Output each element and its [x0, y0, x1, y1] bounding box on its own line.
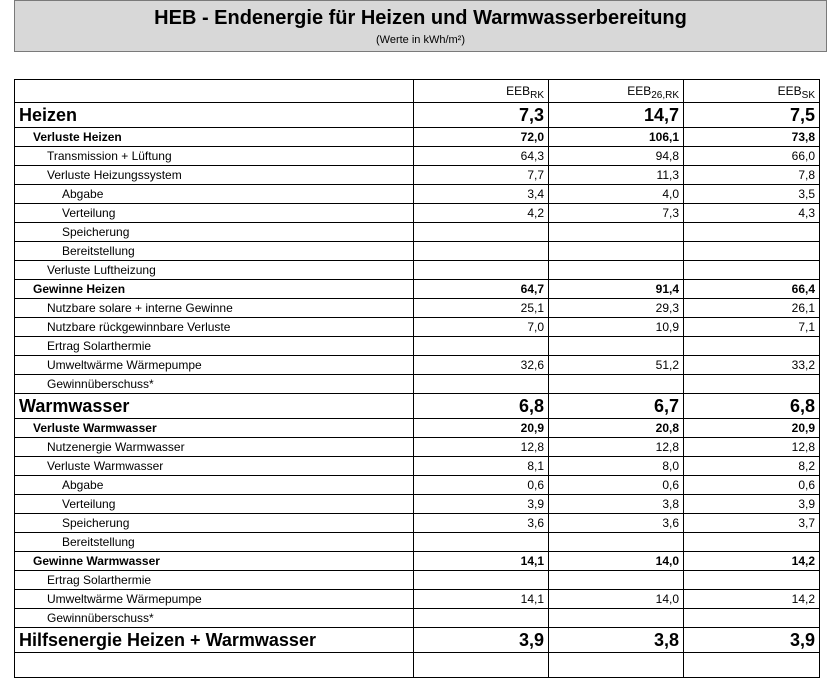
- value-cell: [549, 242, 684, 261]
- value-cell: 3,9: [684, 495, 820, 514]
- value-cell: [684, 261, 820, 280]
- value-cell: 14,1: [414, 590, 549, 609]
- value-cell: 91,4: [549, 280, 684, 299]
- row-label: Verluste Heizungssystem: [15, 166, 414, 185]
- value-cell: 6,8: [414, 394, 549, 419]
- value-cell: [684, 609, 820, 628]
- table-row: [15, 609, 820, 628]
- value-cell: 72,0: [414, 128, 549, 147]
- table-row-subtotal: [15, 552, 820, 571]
- value-cell: 0,6: [684, 476, 820, 495]
- value-cell: 8,1: [414, 457, 549, 476]
- value-cell: [414, 375, 549, 394]
- value-cell: 4,3: [684, 204, 820, 223]
- value-cell: 3,4: [414, 185, 549, 204]
- value-cell: [684, 653, 820, 678]
- value-cell: [684, 242, 820, 261]
- value-cell: [414, 337, 549, 356]
- value-cell: 106,1: [549, 128, 684, 147]
- value-cell: 32,6: [414, 356, 549, 375]
- table-row: [15, 590, 820, 609]
- value-cell: 3,8: [549, 495, 684, 514]
- row-label: Bereitstellung: [15, 242, 414, 261]
- value-cell: 3,9: [414, 495, 549, 514]
- value-cell: 3,5: [684, 185, 820, 204]
- value-cell: 7,7: [414, 166, 549, 185]
- table-row-subtotal: [15, 419, 820, 438]
- table-row: [15, 476, 820, 495]
- energy-table: [14, 79, 820, 678]
- row-label: Transmission + Lüftung: [15, 147, 414, 166]
- value-cell: 6,8: [684, 394, 820, 419]
- value-cell: 33,2: [684, 356, 820, 375]
- table-row-section: [15, 653, 820, 678]
- value-cell: 3,9: [414, 628, 549, 653]
- value-cell: 14,2: [684, 590, 820, 609]
- table-row: [15, 457, 820, 476]
- report-header: [14, 0, 827, 52]
- table-row: [15, 261, 820, 280]
- value-cell: [414, 242, 549, 261]
- table-row-section: [15, 103, 820, 128]
- table-row: [15, 204, 820, 223]
- row-label: Nutzbare solare + interne Gewinne: [15, 299, 414, 318]
- row-label: Ertrag Solarthermie: [15, 571, 414, 590]
- table-row: [15, 375, 820, 394]
- value-cell: 12,8: [684, 438, 820, 457]
- row-label: Warmwasser: [15, 394, 414, 419]
- value-cell: 3,7: [684, 514, 820, 533]
- value-cell: [549, 261, 684, 280]
- row-label: Gewinne Warmwasser: [15, 552, 414, 571]
- value-cell: 3,6: [414, 514, 549, 533]
- table-row: [15, 242, 820, 261]
- table-row-section: [15, 628, 820, 653]
- table-row: [15, 514, 820, 533]
- report-subtitle: (Werte in kWh/m²): [375, 34, 466, 46]
- table-row: [15, 438, 820, 457]
- row-label: Verluste Warmwasser: [15, 419, 414, 438]
- row-label: Verteilung: [15, 495, 414, 514]
- row-label: Gewinnüberschuss*: [15, 609, 414, 628]
- value-cell: 20,8: [549, 419, 684, 438]
- value-cell: [684, 223, 820, 242]
- value-cell: [549, 337, 684, 356]
- table-row-subtotal: [15, 280, 820, 299]
- value-cell: [549, 609, 684, 628]
- value-cell: [684, 337, 820, 356]
- table-row: [15, 571, 820, 590]
- value-cell: [684, 375, 820, 394]
- row-label: Verluste Luftheizung: [15, 261, 414, 280]
- value-cell: 7,0: [414, 318, 549, 337]
- row-label: Abgabe: [15, 476, 414, 495]
- column-header-eeb-sk: [684, 80, 820, 103]
- value-cell: 14,0: [549, 552, 684, 571]
- value-cell: 14,0: [549, 590, 684, 609]
- column-header-eeb-26rk: [549, 80, 684, 103]
- table-row: [15, 533, 820, 552]
- table-row: [15, 318, 820, 337]
- value-cell: [414, 533, 549, 552]
- value-cell: [549, 571, 684, 590]
- value-cell: 20,9: [414, 419, 549, 438]
- value-cell: 94,8: [549, 147, 684, 166]
- value-cell: 25,1: [414, 299, 549, 318]
- column-header-sub: SK: [801, 90, 815, 101]
- value-cell: [414, 261, 549, 280]
- column-header-base: EEB: [777, 84, 802, 98]
- column-header-base: EEB: [506, 84, 531, 98]
- value-cell: 8,0: [549, 457, 684, 476]
- value-cell: 73,8: [684, 128, 820, 147]
- table-row: [15, 356, 820, 375]
- value-cell: [549, 653, 684, 678]
- value-cell: [414, 571, 549, 590]
- row-label: Gewinne Heizen: [15, 280, 414, 299]
- column-header-eeb-rk: [414, 80, 549, 103]
- row-label: Verteilung: [15, 204, 414, 223]
- row-label: [15, 653, 414, 678]
- value-cell: 12,8: [549, 438, 684, 457]
- value-cell: 6,7: [549, 394, 684, 419]
- value-cell: 64,3: [414, 147, 549, 166]
- row-label: Heizen: [15, 103, 414, 128]
- row-label: Nutzenergie Warmwasser: [15, 438, 414, 457]
- table-row: [15, 337, 820, 356]
- row-label: Speicherung: [15, 514, 414, 533]
- value-cell: 8,2: [684, 457, 820, 476]
- report-title: HEB - Endenergie für Heizen und Warmwasserbereitung: [154, 7, 687, 29]
- row-label: Umweltwärme Wärmepumpe: [15, 356, 414, 375]
- value-cell: 14,7: [549, 103, 684, 128]
- value-cell: 7,5: [684, 103, 820, 128]
- value-cell: 3,8: [549, 628, 684, 653]
- value-cell: 7,3: [414, 103, 549, 128]
- value-cell: 0,6: [414, 476, 549, 495]
- value-cell: 4,0: [549, 185, 684, 204]
- row-label: Umweltwärme Wärmepumpe: [15, 590, 414, 609]
- row-label: Abgabe: [15, 185, 414, 204]
- value-cell: 3,6: [549, 514, 684, 533]
- table-row: [15, 223, 820, 242]
- value-cell: 4,2: [414, 204, 549, 223]
- value-cell: 64,7: [414, 280, 549, 299]
- value-cell: [414, 609, 549, 628]
- value-cell: 10,9: [549, 318, 684, 337]
- value-cell: [684, 571, 820, 590]
- value-cell: 20,9: [684, 419, 820, 438]
- value-cell: 11,3: [549, 166, 684, 185]
- column-header-base: EEB: [627, 84, 652, 98]
- row-label: Bereitstellung: [15, 533, 414, 552]
- value-cell: [684, 533, 820, 552]
- column-header-sub: 26,RK: [651, 90, 679, 101]
- value-cell: [549, 375, 684, 394]
- value-cell: 26,1: [684, 299, 820, 318]
- table-row: [15, 299, 820, 318]
- table-row: [15, 166, 820, 185]
- value-cell: [549, 533, 684, 552]
- row-label: Speicherung: [15, 223, 414, 242]
- column-header-sub: RK: [530, 90, 544, 101]
- row-label: Gewinnüberschuss*: [15, 375, 414, 394]
- value-cell: 3,9: [684, 628, 820, 653]
- table-row: [15, 185, 820, 204]
- value-cell: 66,0: [684, 147, 820, 166]
- value-cell: [414, 223, 549, 242]
- table-row-subtotal: [15, 128, 820, 147]
- row-label: Ertrag Solarthermie: [15, 337, 414, 356]
- value-cell: [549, 223, 684, 242]
- table-row-section: [15, 394, 820, 419]
- column-header-row: [15, 80, 820, 103]
- row-label: Hilfsenergie Heizen + Warmwasser: [15, 628, 414, 653]
- value-cell: 51,2: [549, 356, 684, 375]
- value-cell: 7,8: [684, 166, 820, 185]
- row-label: Nutzbare rückgewinnbare Verluste: [15, 318, 414, 337]
- header-label-cell: [15, 80, 414, 103]
- value-cell: 0,6: [549, 476, 684, 495]
- value-cell: 29,3: [549, 299, 684, 318]
- value-cell: 14,1: [414, 552, 549, 571]
- row-label: Verluste Warmwasser: [15, 457, 414, 476]
- value-cell: 7,1: [684, 318, 820, 337]
- table-row: [15, 495, 820, 514]
- value-cell: [414, 653, 549, 678]
- value-cell: 7,3: [549, 204, 684, 223]
- value-cell: 66,4: [684, 280, 820, 299]
- row-label: Verluste Heizen: [15, 128, 414, 147]
- value-cell: 14,2: [684, 552, 820, 571]
- value-cell: 12,8: [414, 438, 549, 457]
- table-row: [15, 147, 820, 166]
